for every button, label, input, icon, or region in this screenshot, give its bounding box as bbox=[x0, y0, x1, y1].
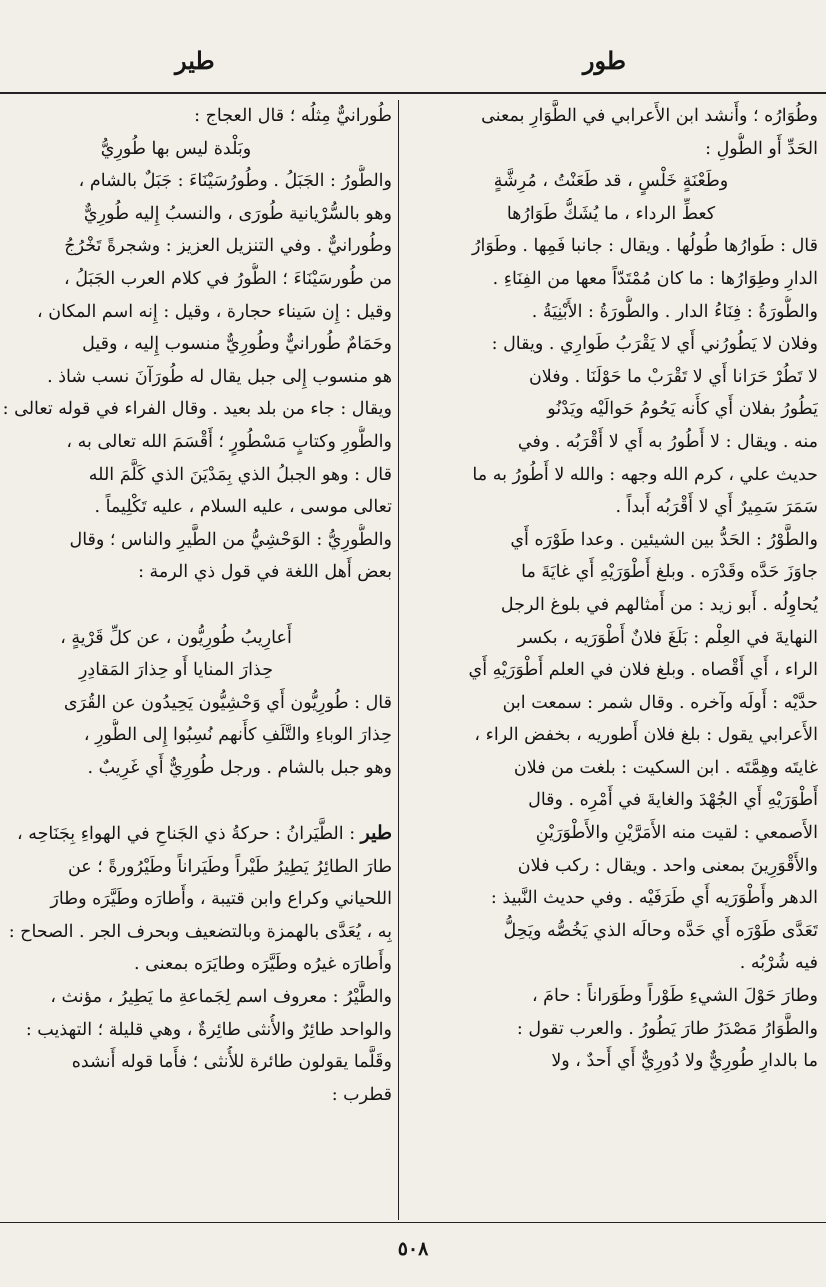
text-line: فيه شُرْبُه . bbox=[739, 953, 818, 974]
text-line: بعض أَهل اللغة في قول ذي الرمة : bbox=[138, 562, 392, 583]
spacer bbox=[0, 784, 392, 817]
text-line: جاوَزَ حَدَّه وقَدْرَه . وبلغ أَطْوَرَيْهِ أَي غايَةَ ما bbox=[521, 562, 818, 583]
text-line: والطُّورِ وكتابٍ مَسْطُورٍ ؛ أَقْسَمَ الله تعالى به ، bbox=[66, 431, 392, 452]
verse-line: حِذارَ المنايا أَو حِذارَ المَقادِرِ bbox=[78, 660, 274, 681]
text-line: من طُورسَيْنَاءَ ؛ الطُّورُ في كلام العرب الجَبَلُ ، bbox=[63, 268, 392, 289]
verse-line: كعطِّ الرداء ، ما يُشَكُّ طَوَارُها bbox=[506, 203, 716, 224]
text-line: وقيل : إِن سَيناء حجارة ، وقيل : إِنه اسم المكان ، bbox=[37, 301, 392, 322]
text-line: منه . ويقال : لا أَطُورُ به أَي لا أَقْرَبُه . وفي bbox=[517, 431, 818, 452]
text-line: يَطُورُ بفلان أَي كأَنه يَحُومُ حَوالَيْه ويَدْنُو bbox=[547, 399, 818, 420]
text-line: النهايةَ في العِلْم : بَلَغَ فلانٌ أَطْوَرَيه ، بكسر bbox=[517, 627, 818, 648]
text-line: قطرب : bbox=[331, 1084, 392, 1105]
entry-headword: طير bbox=[360, 822, 392, 845]
entry-text: : الطَّيَرانُ : حركةُ ذي الجَناحِ في الهواءِ بِجَنَاحِه ، bbox=[16, 824, 361, 845]
text-line: حدَّيْه : أَولَه وآخره . وقال شمر : سمعت ابن bbox=[502, 692, 818, 713]
text-line: والطَّوْرُ : الحَدُّ بين الشيئين . وعدا طَوْرَه أَي bbox=[510, 529, 818, 550]
text-line: والطُّورَةُ : فِنَاءُ الدار . والطُّورَةُ : الأَبْنِيَةُ . bbox=[531, 301, 818, 322]
text-line: قال : طَوارُها طُولُها . ويقال : جانبا فَمِها . وطَوَارُ bbox=[472, 236, 818, 257]
text-line: وطُوَارُه ؛ وأَنشد ابن الأَعرابي في الطَّوَارِ بمعنى bbox=[481, 106, 818, 126]
text-line: الراء ، أَي أَقْصاه . وبلغ فلان في العلم أَطْوَرَيْهِ أَي bbox=[468, 660, 818, 681]
text-line: قال : وهو الجبلُ الذي بِمَدْيَنَ الذي كَلَّمَ الله bbox=[88, 464, 392, 485]
text-line: ما بالدارِ طُورِيٌّ ولا دُورِيٌّ أَي أَحدٌ ، ولا bbox=[551, 1051, 818, 1072]
text-line: الحَدِّ أَو الطُّولِ : bbox=[705, 138, 818, 159]
text-line: طارَ الطائِرُ يَطِيرُ طَيْراً وطَيَراناً وطَيْرُورةً ؛ عن bbox=[67, 856, 392, 877]
text-line: تعالى موسى ، عليه السلام ، عليه تَكْلِيماً . bbox=[94, 497, 392, 518]
text-line: والطُّورُ : الجَبَلُ . وطُورُسَيْنَاءَ : جَبَلٌ بالشام ، bbox=[78, 171, 392, 192]
text-line: ويقال : جاء من بلد بعيد . وقال الفراء في قوله تعالى : bbox=[2, 399, 392, 420]
text-line: وحَمَامٌ طُورانيٌّ وطُورِيٌّ منسوب إِليه ، وقيل bbox=[82, 334, 392, 355]
text-line: وأَطارَه غيرُه وطَيَّرَه وطايَرَه بمعنى . bbox=[133, 954, 392, 975]
footer-rule bbox=[0, 1222, 826, 1223]
text-line: تَعَدَّى طَوْرَه أَي حَدَّه وحالَه الذي يَخُصُّه ويَحِلُّ bbox=[503, 920, 818, 941]
text-line: اللحياني وكراع وابن قتيبة ، وأَطارَه وطَيَّرَه وطارَ bbox=[50, 889, 392, 910]
text-line: الدارِ وطِوَارُها : ما كان مُمْتَدّاً معها من الفِنَاءِ . bbox=[492, 268, 818, 289]
text-line: الأَعرابي يقول : بلغ فلان أَطوريه ، بخفض الراء ، bbox=[474, 725, 818, 746]
text-line: وقَلَّما يقولون طائرة للأُنثى ؛ فأَما قوله أَنشده bbox=[71, 1052, 392, 1073]
verse-line: أَعارِيبُ طُورِيُّون ، عن كلِّ قَرْيةٍ ، bbox=[60, 627, 292, 648]
text-line: الدهر وأَطْوَرَيه أَي طَرَفَيْه . وفي حديث النَّبيذ : bbox=[490, 888, 818, 909]
text-line: يُحاوِلُه . أَبو زيد : من أَمثالهم في بلوغ الرجل bbox=[500, 594, 818, 615]
text-line: حديث علي ، كرم الله وجهه : والله لا أَطُورُ به ما bbox=[472, 464, 818, 485]
text-line: وطُورانيٌّ . وفي التنزيل العزيز : وشجرةً تَخْرُجُ bbox=[64, 236, 392, 257]
text-line: غايتَه وهِمَّتَه . ابن السكيت : بلغت من فلان bbox=[513, 757, 818, 778]
left-column bbox=[0, 100, 392, 1215]
spacer bbox=[0, 589, 392, 622]
verse-line: وبَلْدة ليس بها طُورِيُّ bbox=[100, 138, 252, 159]
entry-start-line bbox=[0, 817, 392, 851]
text-line: هو منسوب إِلى جبل يقال له طُورَآنَ نسب شاذ . bbox=[47, 366, 392, 387]
text-line: وهو بالسُّرْيانية طُورَى ، والنسبُ إِليه طُورِيٌّ bbox=[83, 203, 392, 224]
right-column bbox=[404, 100, 818, 1215]
text-line: الأَصمعي : لقيت منه الأَمَرَّيْنِ والأَطْوَرَيْنِ bbox=[535, 823, 818, 844]
text-line: أَطْوَرَيْهِ أَي الجُهْدَ والغايةَ في أَمْرِه . وقال bbox=[528, 790, 818, 811]
text-line: وطارَ حَوْلَ الشيءِ طَوْراً وطَوَراناً : حامَ ، bbox=[531, 986, 818, 1007]
right-column-headword: طور bbox=[582, 46, 626, 75]
text-line: وهو جبل بالشام . ورجل طُورِيٌّ أَي غَرِيبٌ . bbox=[87, 757, 392, 778]
text-line: والأَقْوَرِينَ بمعنى واحد . ويقال : ركب فلان bbox=[517, 855, 818, 876]
text-line: بِه ، يُعَدَّى بالهمزة وبالتضعيف وبحرف الجر . الصحاح : bbox=[8, 921, 392, 942]
text-line: والطُّورِيُّ : الوَحْشِيُّ من الطَّيرِ والناس ؛ وقال bbox=[69, 529, 392, 550]
text-line: حِذارَ الوباءِ والتَّلَفِ كأَنهم نُسِبُوا إِلى الطُّورِ ، bbox=[83, 725, 392, 746]
text-line: قال : طُورِيُّون أَي وَحْشِيُّون يَحِيدُون عن القُرَى bbox=[63, 692, 392, 713]
text-line: والطَّيْرُ : معروف اسم لِجَماعةِ ما يَطِيرُ ، مؤنث ، bbox=[50, 987, 392, 1008]
page-number: ٥٠٨ bbox=[397, 1238, 429, 1260]
header-rule bbox=[0, 92, 826, 94]
left-column-headword: طير bbox=[175, 46, 215, 75]
text-line: وفلان لا يَطُورُني أَي لا يَقْرَبُ طَوارِي . ويقال : bbox=[491, 334, 818, 355]
text-line: والطَّوَارُ مَصْدَرُ طارَ يَطُورُ . والعرب تقول : bbox=[516, 1018, 818, 1039]
text-line: والواحد طائِرٌ والأُنثى طائِرةٌ ، وهي قليلة ؛ التهذيب : bbox=[25, 1019, 392, 1040]
text-line: لا تَطُرْ حَرَانا أَي لا تَقْرَبْ ما حَوْلَنَا . وفلان bbox=[528, 366, 818, 387]
verse-line: وطَعْنَةٍ خَلْسٍ ، قد طَعَنْتُ ، مُرِشَّةٍ bbox=[493, 171, 729, 192]
text-line: سَمَرَ سَمِيرٌ أَي لا أَقْرَبُه أَبداً . bbox=[615, 497, 818, 518]
text-line: طُورانيٌّ مِثلُه ؛ قال العجاج : bbox=[194, 106, 392, 126]
column-divider bbox=[398, 100, 399, 1220]
